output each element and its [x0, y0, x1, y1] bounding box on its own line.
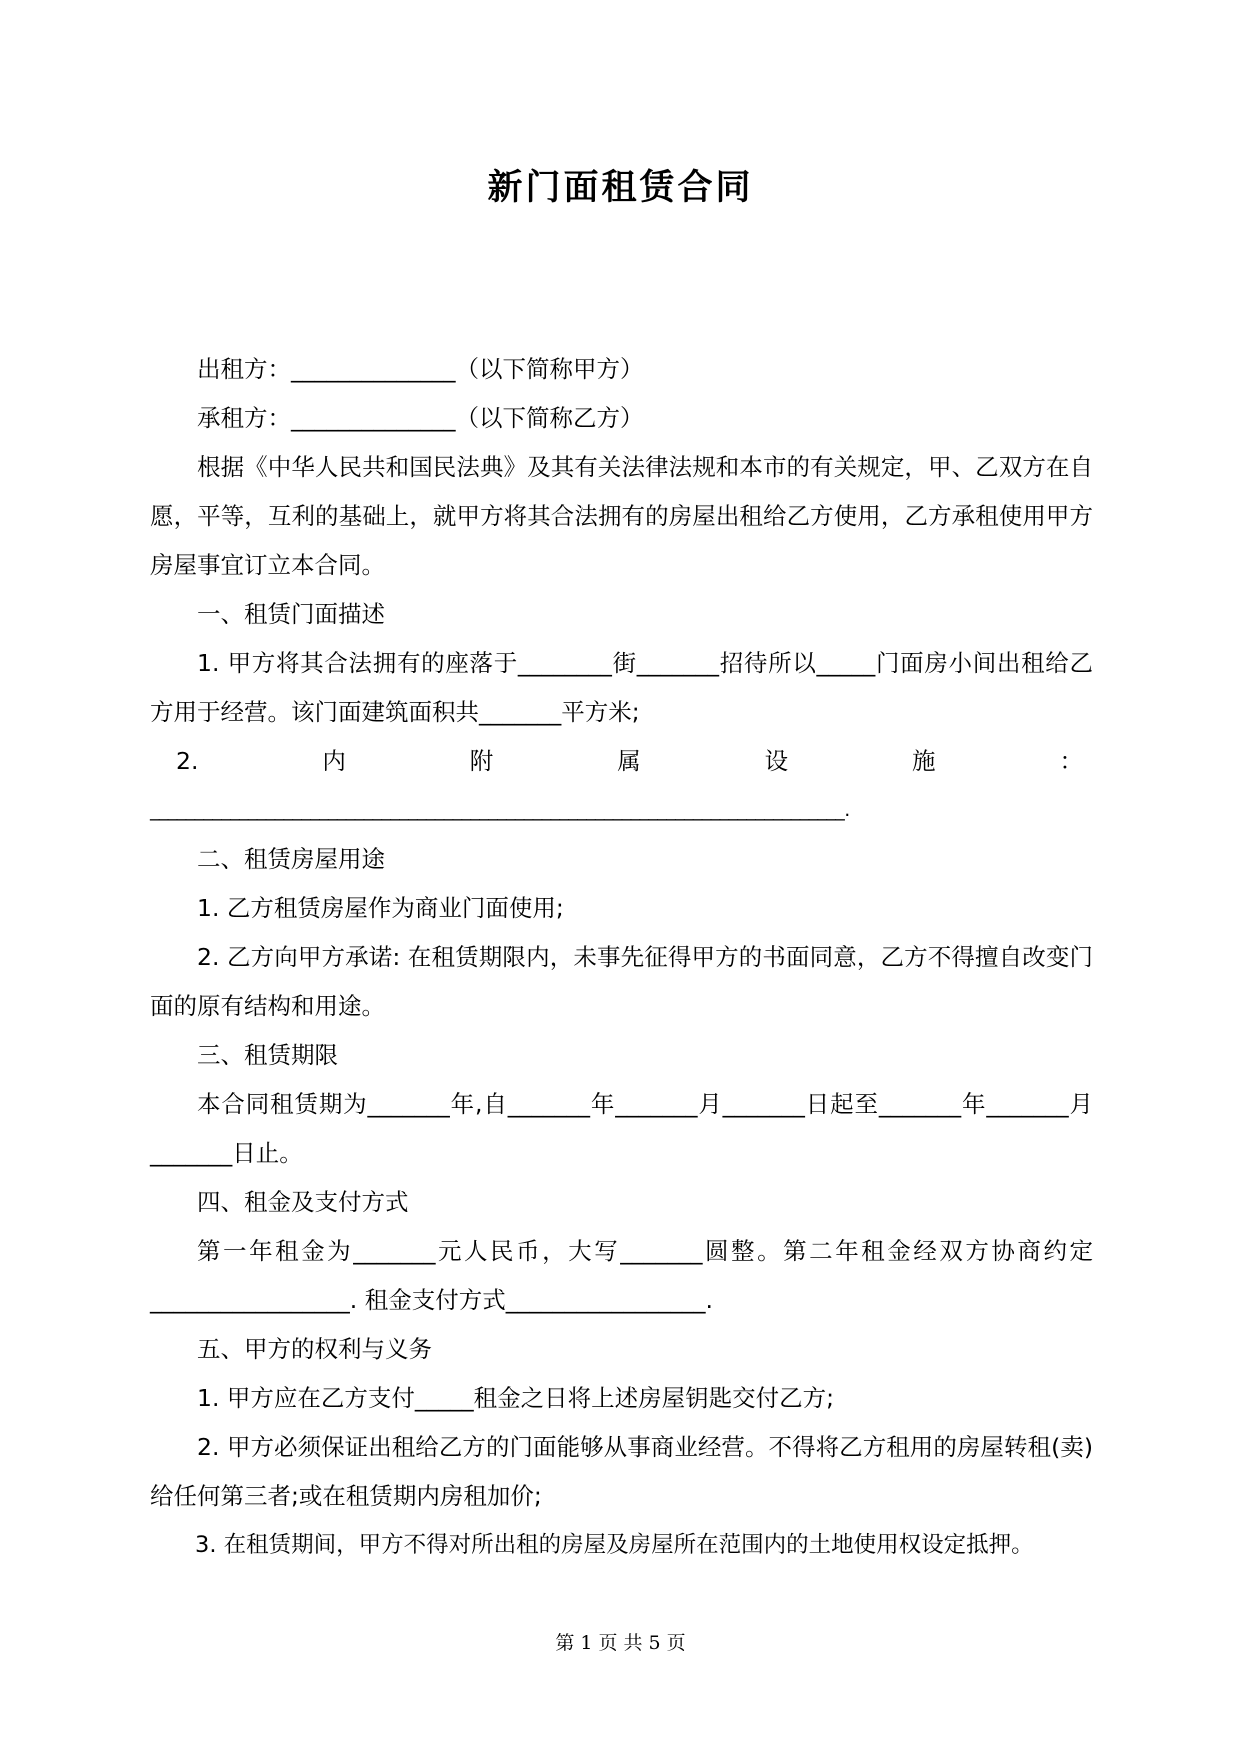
clause-1-1: 1. 甲方将其合法拥有的座落于________街_______招待所以_____门面房小间出租给乙方用于经营。该门面建筑面积共_______平方米; [150, 649, 1093, 726]
facility-label-0: 2. [176, 747, 199, 775]
clause-4-rent: 第一年租金为_______元人民币，大写_______圆整。第二年租金经双方协商约定_________________. 租金支付方式_________________. [150, 1237, 1093, 1314]
clause-5-3: 3. 在租赁期间，甲方不得对所出租的房屋及房屋所在范围内的土地使用权设定抵押。 [195, 1532, 1034, 1558]
section-heading-3: 三、租赁期限 [197, 1041, 338, 1069]
section-heading-5: 五、甲方的权利与义务 [197, 1335, 432, 1363]
document-body [150, 345, 1093, 1570]
section-heading-4: 四、租金及支付方式 [197, 1188, 409, 1216]
clause-1-2-blank: ______________________________________________________________________________. [150, 799, 850, 821]
facility-label-6: ： [1059, 747, 1083, 775]
document-title: 新门面租赁合同 [487, 168, 754, 208]
facility-label-1: 内 [322, 747, 346, 775]
section-heading-2: 二、租赁房屋用途 [197, 845, 385, 873]
paragraph-lessee: 承租方：______________（以下简称乙方） [197, 404, 644, 432]
section-heading-1: 一、租赁门面描述 [197, 600, 385, 628]
clause-1-2-label [150, 737, 1093, 786]
clause-3-term: 本合同租赁期为_______年,自_______年_______月_______日起至_______年_______月_______日止。 [150, 1090, 1093, 1167]
facility-label-2: 附 [469, 747, 494, 775]
clause-2-2: 2. 乙方向甲方承诺: 在租赁期限内，未事先征得甲方的书面同意，乙方不得擅自改变门面的原有结构和用途。 [150, 943, 1093, 1020]
facility-label-4: 设 [764, 747, 789, 775]
page-number: 第 1 页 共 5 页 [555, 1632, 686, 1654]
clause-5-1: 1. 甲方应在乙方支付_____租金之日将上述房屋钥匙交付乙方; [197, 1384, 835, 1412]
clause-5-2: 2. 甲方必须保证出租给乙方的门面能够从事商业经营。不得将乙方租用的房屋转租(卖)给任何第三者;或在租赁期内房租加价; [150, 1433, 1093, 1510]
paragraph-lessor: 出租方：______________（以下简称甲方） [197, 355, 644, 383]
clause-2-1: 1. 乙方租赁房屋作为商业门面使用; [197, 894, 564, 922]
facility-label-3: 属 [617, 747, 641, 775]
facility-label-5: 施 [912, 747, 936, 775]
paragraph-preamble: 根据《中华人民共和国民法典》及其有关法律法规和本市的有关规定，甲、乙双方在自愿，平等，互利的基础上，就甲方将其合法拥有的房屋出租给乙方使用，乙方承租使用甲方房屋事宜订立本合同。 [150, 453, 1093, 579]
